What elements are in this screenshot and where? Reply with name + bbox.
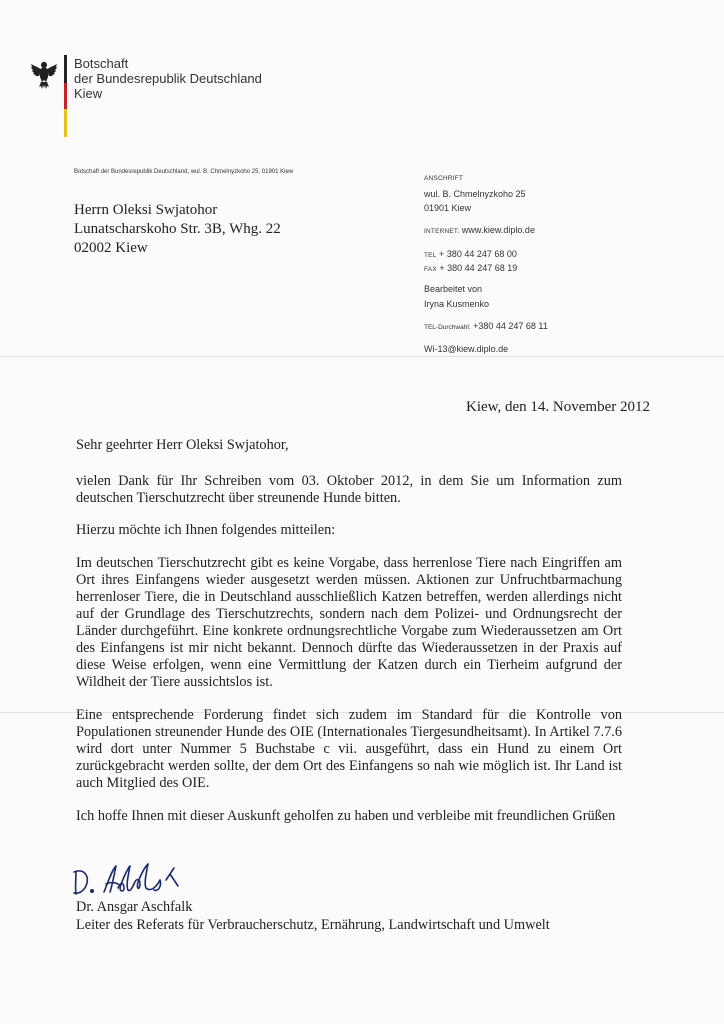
internet-label: INTERNET: xyxy=(424,228,460,235)
paragraph-2: Hierzu möchte ich Ihnen folgendes mitteilen: xyxy=(76,522,336,538)
embassy-name xyxy=(74,56,262,101)
recipient-line-1: Herrn Oleksi Swjatohor xyxy=(74,202,218,218)
org-line-2: der Bundesrepublik Deutschland xyxy=(74,71,262,86)
signer-title: Leiter des Referats für Verbraucherschutz, Ernährung, Landwirtschaft und Umwelt xyxy=(76,917,550,933)
address-line-2: 01901 Kiew xyxy=(424,203,472,213)
flag-bar-black xyxy=(64,55,67,83)
paragraph-1: vielen Dank für Ihr Schreiben vom 03. Oktober 2012, in dem Sie um Information zum deutschen Tierschutzrecht über streunende Hunde bitten. xyxy=(76,473,622,506)
signer-block xyxy=(76,898,550,934)
durchwahl-value: +380 44 247 68 11 xyxy=(473,321,548,331)
fold-line xyxy=(0,356,724,357)
bearbeitet-label: Bearbeitet von xyxy=(424,284,483,294)
return-address: Botschaft der Bundesrepublik Deutschland, wul. B. Chmelnyzkoho 25, 01901 Kiew xyxy=(74,169,294,175)
closing: Ich hoffe Ihnen mit dieser Auskunft geholfen zu haben und verbleibe mit freundlichen Grüßen xyxy=(76,808,616,824)
tel-value: + 380 44 247 68 00 xyxy=(439,249,517,259)
anschrift-label: ANSCHRIFT xyxy=(424,175,463,182)
paragraph-3: Im deutschen Tierschutzrecht gibt es keine Vorgabe, dass herrenlose Tiere nach Eingriffen am Ort ihres Einfangens wieder ausgesetzt werden müssen. Aktionen zur Unfruchtbarmachung herrenloser Tiere, die in Deutschland ausschließlich Katzen betreffen, werden allerdings nicht auf der Grundlage des Tierschutzrechts, sondern nach dem Polizei- und Ordnungsrecht der Länder durchgeführt. Eine konkrete ordnungsrechtliche Vorgabe zum Wiederaussetzen am Ort des Einfangens ist mir nicht bekannt. Dennoch dürfte das Wiederaussetzen in der Praxis auf diese Weise erfolgen, wenn eine Vermittlung der Katzen durch ein Tierheim aufgrund der Wildheit der Tiere aussichtslos ist. xyxy=(76,555,622,690)
flag-bar-gold xyxy=(64,109,67,137)
letter-body xyxy=(76,437,622,825)
letter-date: Kiew, den 14. November 2012 xyxy=(466,399,650,415)
fax-label: FAX xyxy=(424,266,437,273)
signer-name: Dr. Ansgar Aschfalk xyxy=(76,899,193,915)
recipient-line-2: Lunatscharskoho Str. 3B, Whg. 22 xyxy=(74,221,281,237)
bearbeitet-name: Iryna Kusmenko xyxy=(424,299,490,309)
durchwahl-label: TEL-Durchwahl: xyxy=(424,324,471,331)
fax-value: + 380 44 247 68 19 xyxy=(439,263,518,273)
tel-row xyxy=(424,249,517,259)
durchwahl-row xyxy=(424,321,548,331)
salutation: Sehr geehrter Herr Oleksi Swjatohor, xyxy=(76,437,289,453)
recipient-line-3: 02002 Kiew xyxy=(74,240,148,256)
federal-eagle-icon xyxy=(30,58,58,90)
org-line-3: Kiew xyxy=(74,86,103,101)
org-line-1: Botschaft xyxy=(74,56,129,71)
flag-bar-red xyxy=(64,83,67,109)
address-line-1: wul. B. Chmelnyzkoho 25 xyxy=(424,189,526,199)
paragraph-4: Eine entsprechende Forderung findet sich zudem im Standard für die Kontrolle von Populationen streunender Hunde des OIE (Internationales Tiergesundheitsamt). In Artikel 7.7.6 wird dort unter Nummer 5 Buchstabe c vii. ausgeführt, dass ein Hund zu einem Ort zurückgebracht werden sollte, der dem Ort des Einfangens so nah wie möglich ist. Ihr Land ist auch Mitglied des OIE. xyxy=(76,707,622,791)
email: Wi-13@kiew.diplo.de xyxy=(424,344,509,354)
recipient-address xyxy=(74,201,281,258)
fax-row xyxy=(424,263,517,273)
internet-row xyxy=(424,225,535,235)
internet-value: www.kiew.diplo.de xyxy=(461,225,535,235)
tel-label: TEL xyxy=(424,252,437,259)
